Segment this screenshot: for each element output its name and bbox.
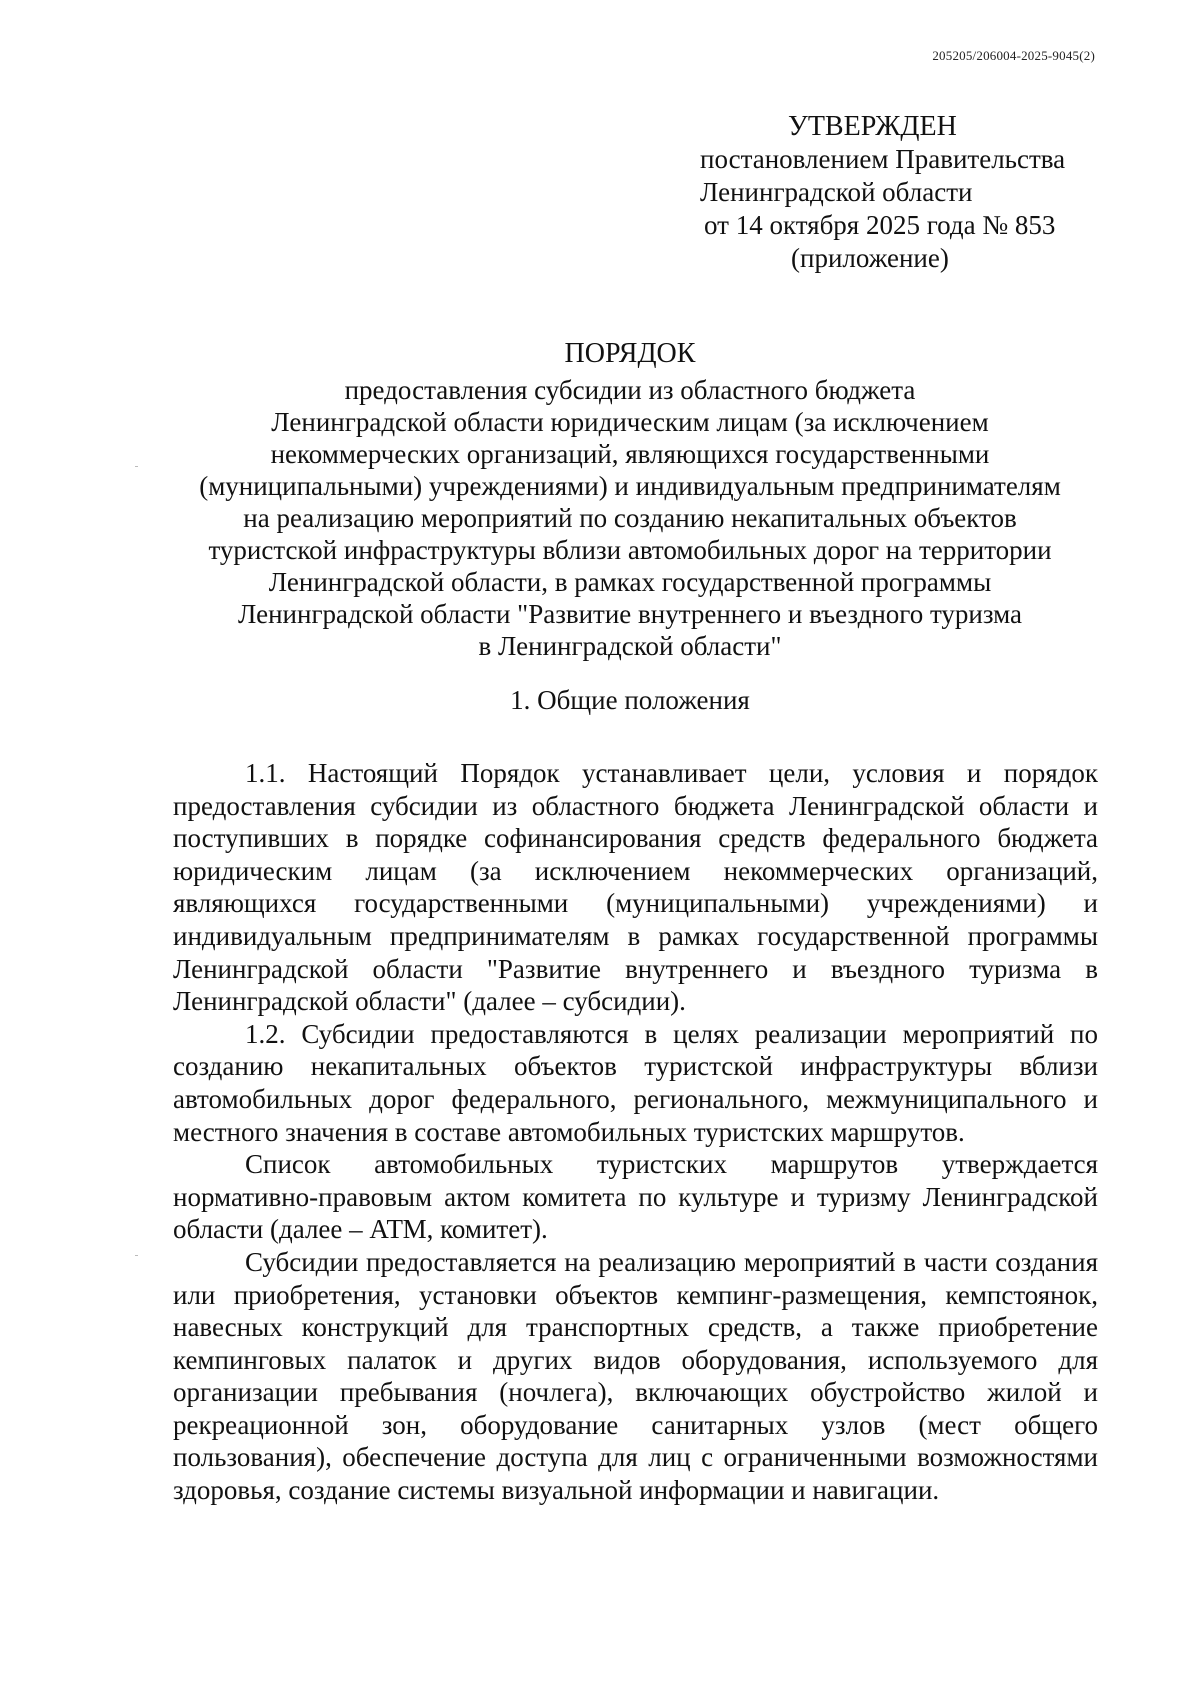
scan-margin-mark — [135, 466, 138, 467]
approval-issuer: постановлением Правительства — [700, 144, 1066, 174]
document-title-block — [150, 338, 1110, 662]
document-registration-number: 205205/206004-2025-9045(2) — [932, 48, 1095, 63]
document-title: ПОРЯДОК — [564, 338, 696, 369]
scan-margin-mark — [135, 1255, 138, 1256]
document-body — [173, 757, 1098, 1507]
title-line: на реализацию мероприятий по созданию некапитальных объектов — [243, 503, 1017, 533]
title-line: предоставления субсидии из областного бюджета — [344, 375, 916, 405]
approval-title: УТВЕРЖДЕН — [788, 111, 957, 142]
approval-date-number: от 14 октября 2025 года № 853 — [704, 210, 1056, 240]
title-line: Ленинградской области "Развитие внутреннего и въездного туризма — [237, 599, 1023, 629]
approval-stamp-block — [700, 110, 1120, 275]
title-line: в Ленинградской области" — [478, 631, 782, 661]
paragraph-subsidy-scope: Субсидии предоставляется на реализацию мероприятий в части создания или приобретения, установки объектов кемпинг-размещения, кемпстоянок, навесных конструкций для транспортных средств, а также приобретение кемпинговых палаток и других видов оборудования, используемого для организации пребывания (ночлега), включающих обустройство жилой и рекреационной зон, оборудование санитарных узлов (мест общего пользования), обеспечение доступа для лиц с ограниченными возможностями здоровья, создание системы визуальной информации и навигации. — [173, 1246, 1098, 1506]
approval-appendix-note: (приложение) — [791, 243, 949, 273]
title-line: Ленинградской области, в рамках государственной программы — [268, 567, 992, 597]
paragraph-1-1: 1.1. Настоящий Порядок устанавливает цели, условия и порядок предоставления субсидии из областного бюджета Ленинградской области и поступивших в порядке софинансирования средств федерального бюджета юридическим лицам (за исключением некоммерческих организаций, являющихся государственными (муниципальными) учреждениями) и индивидуальным предпринимателям в рамках государственной программы Ленинградской области "Развитие внутреннего и въездного туризма в Ленинградской области" (далее – субсидии). — [173, 758, 1098, 1017]
title-line: Ленинградской области юридическим лицам (за исключением — [271, 407, 989, 437]
title-line: некоммерческих организаций, являющихся государственными — [270, 439, 990, 469]
approval-region: Ленинградской области — [700, 177, 973, 207]
paragraph-1-2: 1.2. Субсидии предоставляются в целях реализации мероприятий по созданию некапитальных объектов туристской инфраструктуры вблизи автомобильных дорог федерального, регионального, межмуниципального и местного значения в составе автомобильных туристских маршрутов. — [173, 1018, 1098, 1147]
section-heading-general: 1. Общие положения — [510, 685, 750, 715]
title-line: туристской инфраструктуры вблизи автомобильных дорог на территории — [208, 535, 1052, 565]
title-line: (муниципальными) учреждениями) и индивидуальным предпринимателям — [199, 471, 1061, 501]
paragraph-route-list: Список автомобильных туристских маршрутов утверждается нормативно-правовым актом комитета по культуре и туризму Ленинградской области (далее – АТМ, комитет). — [173, 1149, 1098, 1245]
